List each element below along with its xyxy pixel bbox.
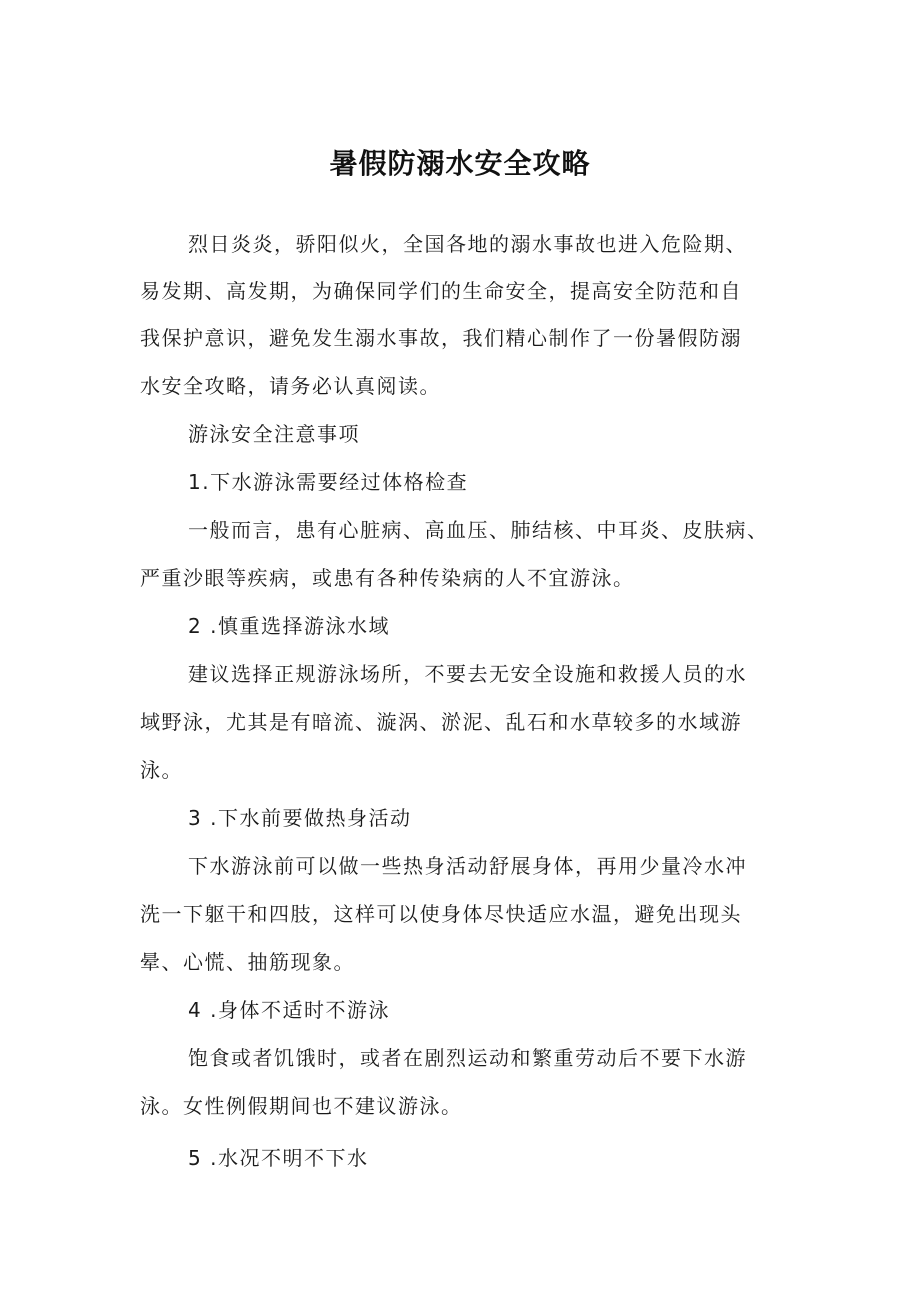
item-body-line: 下水游泳前可以做一些热身活动舒展身体，再用少量冷水冲 (188, 854, 747, 878)
item-heading: 1.下水游泳需要经过体格检查 (188, 470, 469, 494)
item-heading: 4 .身体不适时不游泳 (188, 998, 390, 1022)
intro-line: 我保护意识，避免发生溺水事故，我们精心制作了一份暑假防溺 (140, 326, 742, 350)
intro-line: 烈日炎炎，骄阳似火，全国各地的溺水事故也进入危险期、 (188, 232, 747, 256)
item-body-line: 洗一下躯干和四肢，这样可以使身体尽快适应水温，避免出现头 (140, 902, 742, 926)
item-heading: 3 .下水前要做热身活动 (188, 806, 412, 830)
item-body-line: 一般而言，患有心脏病、高血压、肺结核、中耳炎、皮肤病、 (188, 518, 769, 542)
item-heading: 2 .慎重选择游泳水域 (188, 614, 390, 638)
intro-line: 水安全攻略，请务必认真阅读。 (140, 374, 441, 398)
item-body-line: 建议选择正规游泳场所，不要去无安全设施和救援人员的水 (188, 662, 747, 686)
item-body-line: 泳。 (140, 758, 183, 782)
item-body-line: 泳。女性例假期间也不建议游泳。 (140, 1094, 463, 1118)
item-heading: 5 .水况不明不下水 (188, 1146, 369, 1170)
document-title: 暑假防溺水安全攻略 (329, 147, 591, 180)
item-body-line: 饱食或者饥饿时，或者在剧烈运动和繁重劳动后不要下水游 (188, 1046, 747, 1070)
item-body-line: 晕、心慌、抽筋现象。 (140, 950, 355, 974)
section-heading: 游泳安全注意事项 (188, 422, 360, 446)
intro-line: 易发期、高发期，为确保同学们的生命安全，提高安全防范和自 (140, 279, 742, 303)
item-body-line: 域野泳，尤其是有暗流、漩涡、淤泥、乱石和水草较多的水域游 (140, 710, 742, 734)
item-body-line: 严重沙眼等疾病，或患有各种传染病的人不宜游泳。 (140, 566, 635, 590)
